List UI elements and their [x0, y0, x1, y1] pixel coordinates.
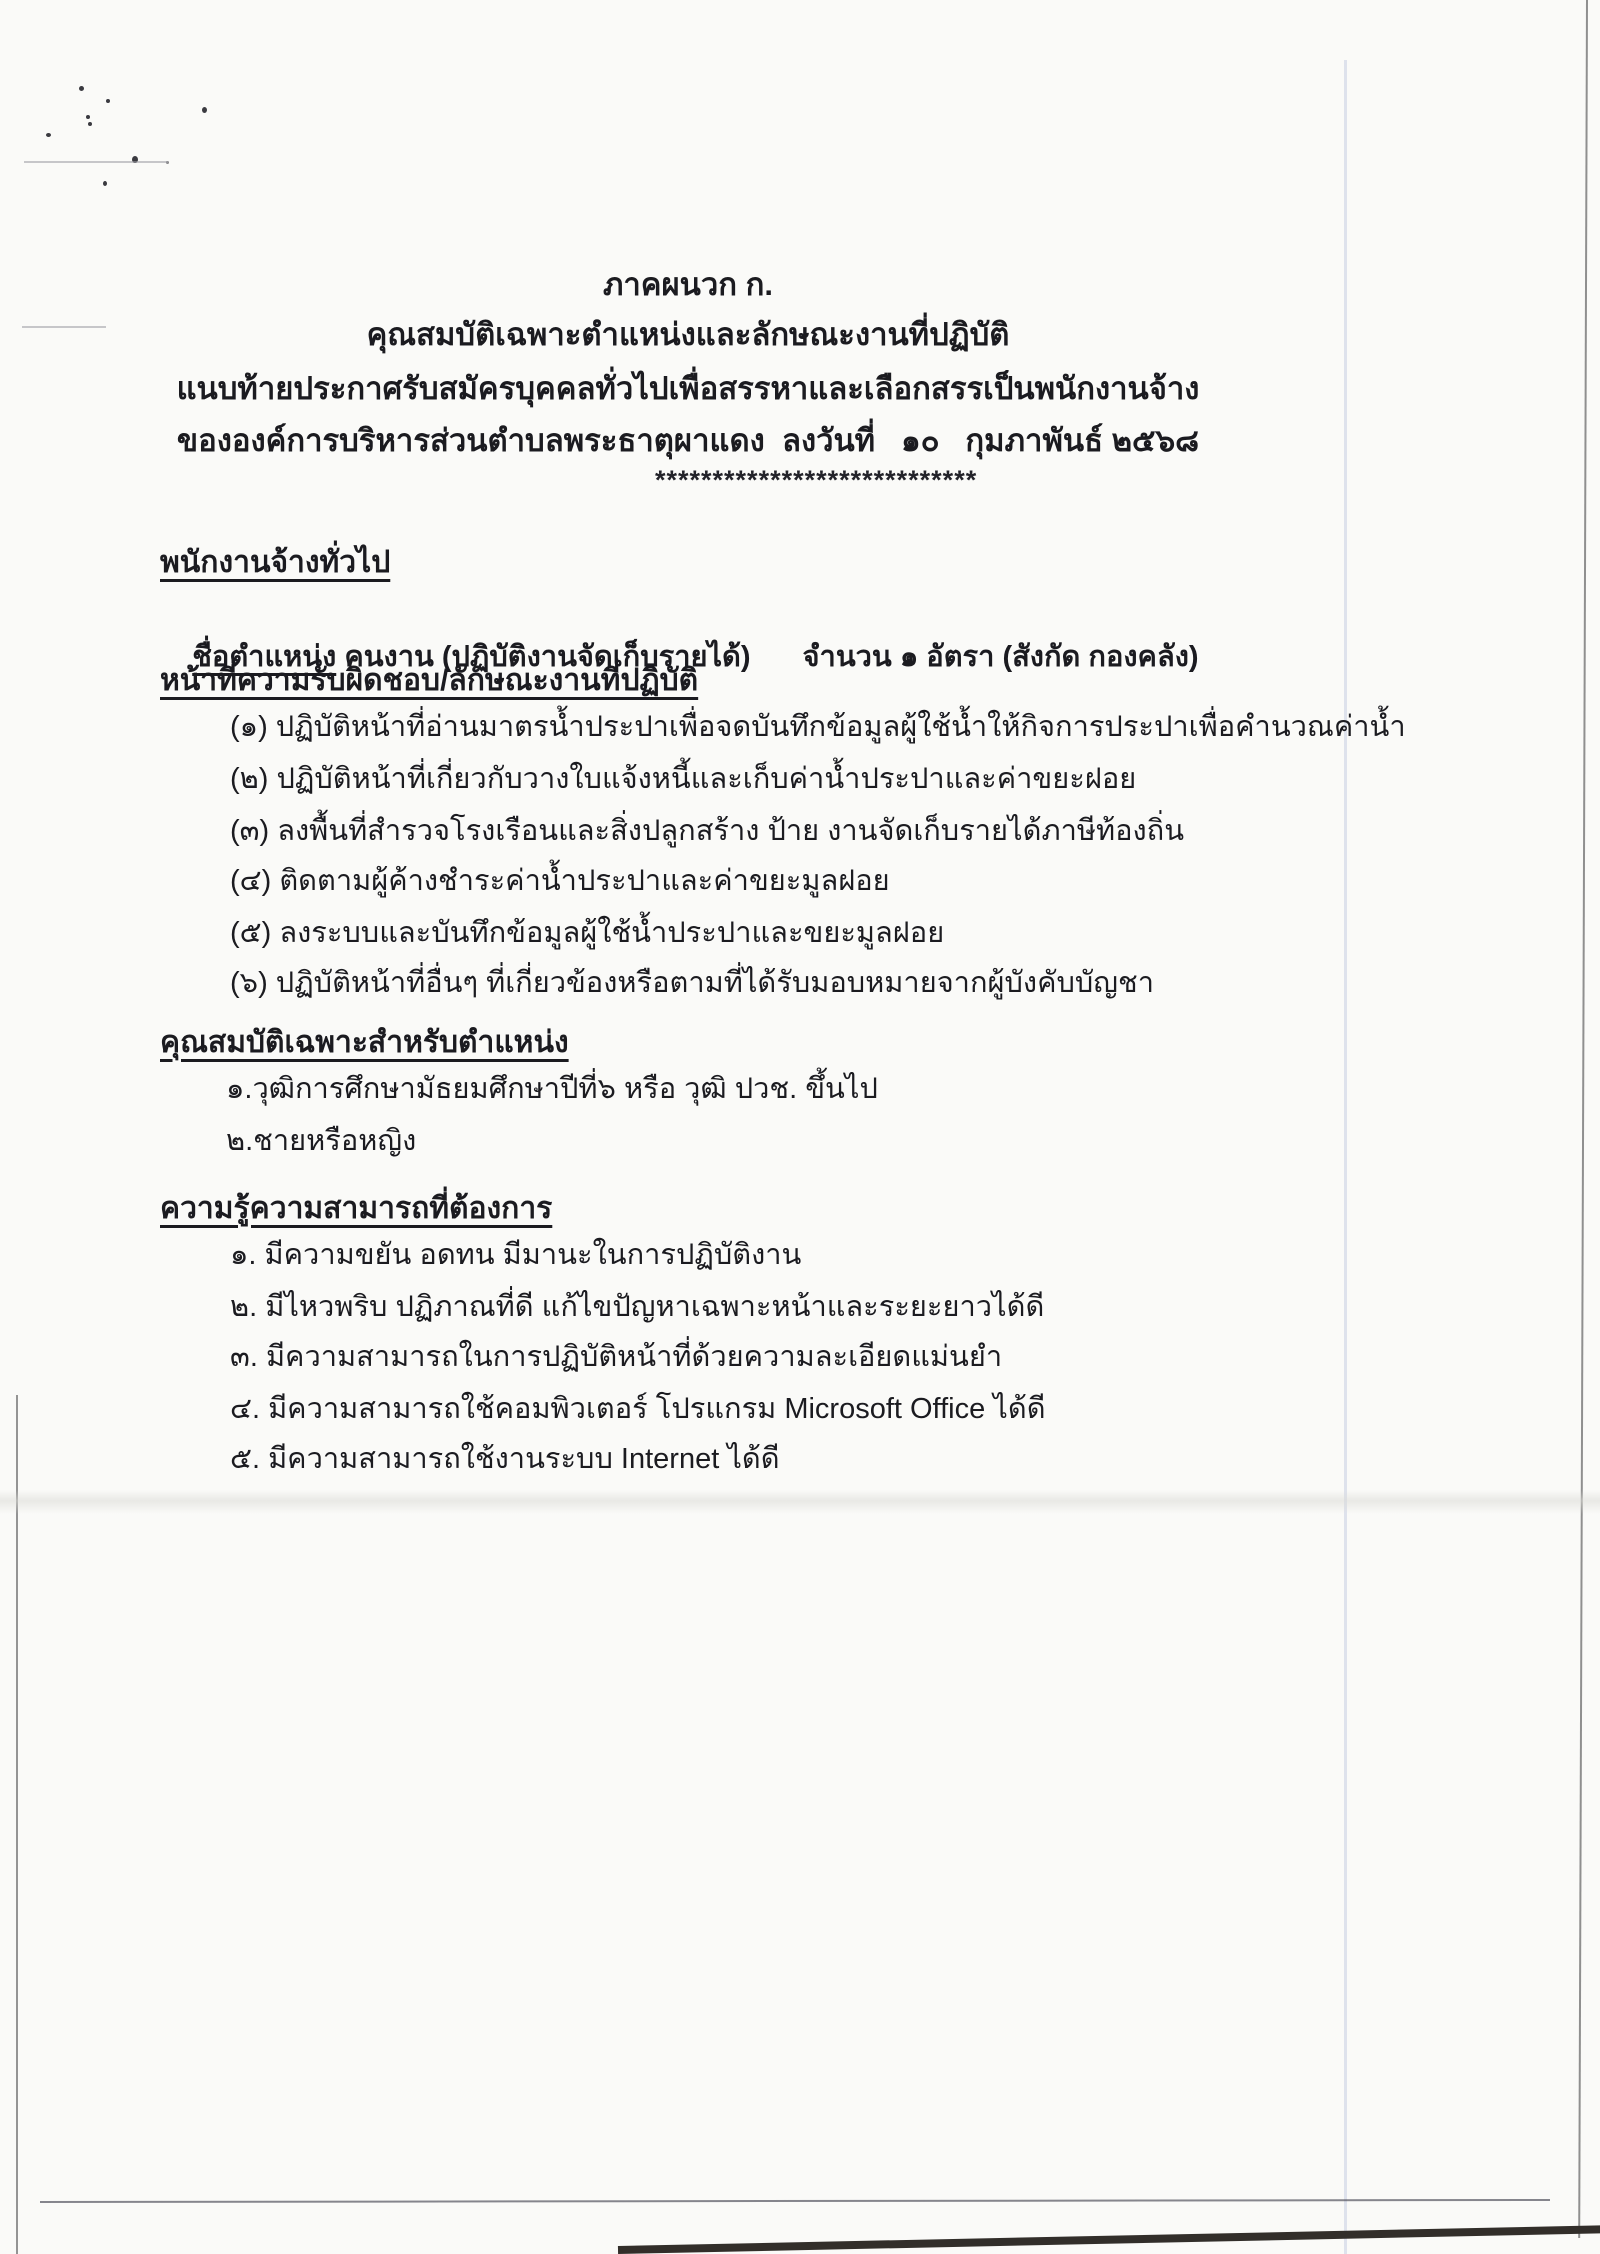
scan-artifact-band [0, 1490, 1600, 1514]
duty-item: (๒) ปฏิบัติหน้าที่เกี่ยวกับวางใบแจ้งหนี้และเก็บค่าน้ำประปาและค่าขยะฝอย [230, 763, 1137, 795]
pencil-dash-mark [24, 161, 168, 163]
scan-speckle [86, 115, 90, 119]
duty-item: (๖) ปฏิบัติหน้าที่อื่นๆ ที่เกี่ยวข้องหรือตามที่ได้รับมอบหมายจากผู้บังคับบัญชา [230, 967, 1154, 999]
scan-edge-left [16, 1395, 18, 2254]
scan-speckle [46, 133, 51, 137]
org-date-line: ขององค์การบริหารส่วนตำบลพระธาตุผาแดง ลงวันที่ ๑๐ กุมภาพันธ์ ๒๕๖๘ [176, 423, 1200, 458]
scan-speckle [103, 181, 107, 186]
scan-speckle [88, 122, 92, 126]
qualification-item: ๒.ชายหรือหญิง [226, 1125, 417, 1157]
employee-group-heading: พนักงานจ้างทั่วไป [160, 546, 391, 579]
skill-item: ๔. มีความสามารถใช้คอมพิวเตอร์ โปรแกรม Microsoft Office ได้ดี [230, 1393, 1046, 1425]
duty-item: (๓) ลงพื้นที่สำรวจโรงเรือนและสิ่งปลูกสร้าง ป้าย งานจัดเก็บรายได้ภาษีท้องถิ่น [230, 815, 1185, 847]
document-title: คุณสมบัติเฉพาะตำแหน่งและลักษณะงานที่ปฏิบัติ [366, 317, 1010, 352]
qualification-item: ๑.วุฒิการศึกษามัธยมศึกษาปีที่๖ หรือ วุฒิ ปวช. ขึ้นไป [226, 1073, 878, 1105]
scan-speckle [202, 107, 207, 113]
qualifications-heading: คุณสมบัติเฉพาะสำหรับตำแหน่ง [160, 1026, 569, 1059]
duty-item: (๑) ปฏิบัติหน้าที่อ่านมาตรน้ำประปาเพื่อจดบันทึกข้อมูลผู้ใช้น้ำให้กิจการประปาเพื่อคำนวณค่าน้ำ [230, 711, 1406, 743]
duty-item: (๕) ลงระบบและบันทึกข้อมูลผู้ใช้น้ำประปาและขยะมูลฝอย [230, 917, 945, 949]
duty-item: (๔) ติดตามผู้ค้างชำระค่าน้ำประปาและค่าขยะมูลฝอย [230, 865, 890, 897]
paper-bottom-edge [618, 2225, 1600, 2254]
position-name-value: คนงาน (ปฏิบัติงานจัดเก็บรายได้) [344, 640, 751, 673]
skill-item: ๓. มีความสามารถในการปฏิบัติหน้าที่ด้วยความละเอียดแม่นยำ [230, 1341, 1003, 1373]
scan-edge-right [1578, 0, 1588, 2238]
document-subtitle: แนบท้ายประกาศรับสมัครบุคคลทั่วไปเพื่อสรรหาและเลือกสรรเป็นพนักงานจ้าง [176, 371, 1200, 406]
appendix-title: ภาคผนวก ก. [602, 267, 774, 302]
skills-heading: ความรู้ความสามารถที่ต้องการ [160, 1192, 553, 1225]
skill-item: ๒. มีไหวพริบ ปฏิภาณที่ดี แก้ไขปัญหาเฉพาะหน้าและระยะยาวได้ดี [230, 1291, 1045, 1323]
position-count: จำนวน ๑ อัตรา (สังกัด กองคลัง) [802, 640, 1199, 673]
duties-heading: หน้าที่ความรับผิดชอบ/ลักษณะงานที่ปฏิบัติ [160, 664, 699, 697]
skill-item: ๑. มีความขยัน อดทน มีมานะในการปฏิบัติงาน [230, 1239, 802, 1271]
pencil-rule-line [40, 2199, 1550, 2203]
skill-item: ๕. มีความสามารถใช้งานระบบ Internet ได้ดี [230, 1443, 780, 1475]
scan-speckle [106, 99, 110, 103]
scan-speckle [79, 86, 84, 91]
star-separator: **************************** [655, 465, 978, 495]
position-name-label: ชื่อตำแหน่ง [192, 640, 337, 673]
